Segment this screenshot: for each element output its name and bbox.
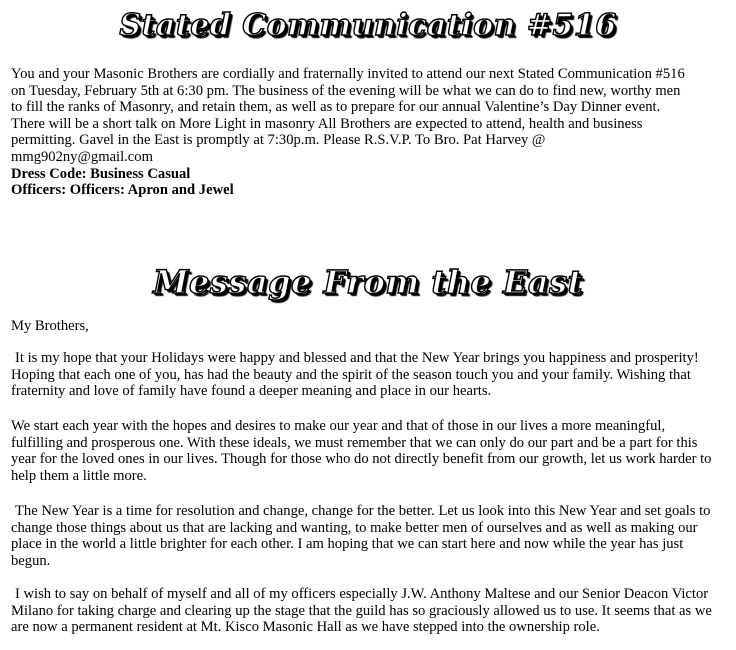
paragraph-line: year for the loved ones in our lives. Though for those who do not directly benefit from our growth, let us work harder to xyxy=(11,451,712,468)
email-address: mmg902ny@gmail.com xyxy=(11,148,153,165)
paragraph-line: Hoping that each one of you, has had the beauty and the spirit of the season touch you and your family. Wishing that xyxy=(11,366,691,383)
message-from-east-heading: Message From the East xyxy=(153,263,583,301)
message-paragraph-2 xyxy=(11,418,727,484)
invitation-line: You and your Masonic Brothers are cordially and fraternally invited to attend our next Stated Communication #516 xyxy=(11,66,685,82)
paragraph-line: We start each year with the hopes and desires to make our year and that of those in our lives a more meaningful, xyxy=(11,418,666,434)
paragraph-line: change those things about us that are lacking and wanting, to make better men of ourselves and as well as making our xyxy=(11,519,698,536)
paragraph-line: help them a little more. xyxy=(11,467,147,484)
paragraph-line: fulfilling and prosperous one. With these ideals, we must remember that we can only do our part and be a part for this xyxy=(11,434,698,451)
stated-communication-heading: Stated Communication #516 xyxy=(119,8,617,43)
salutation-text: My Brothers, xyxy=(11,318,89,334)
officers-attire: Officers: Officers: Apron and Jewel xyxy=(11,182,234,199)
invitation-line: on Tuesday, February 5th at 6:30 pm. The business of the evening will be what we can do to find new, worthy men xyxy=(11,82,681,99)
message-paragraph-1 xyxy=(11,350,727,400)
salutation xyxy=(11,318,727,335)
paragraph-line: I wish to say on behalf of myself and all of my officers especially J.W. Anthony Maltese and our Senior Deacon Victor xyxy=(15,586,709,602)
paragraph-line: fraternity and love of family have found a deeper meaning and place in our hearts. xyxy=(11,383,492,400)
paragraph-line: place in the world a little brighter for each other. I am hoping that we can start here and now while the year has just xyxy=(11,536,684,553)
paragraph-line: It is my hope that your Holidays were happy and blessed and that the New Year brings you happiness and prosperity! xyxy=(15,350,699,366)
dress-code: Dress Code: Business Casual xyxy=(11,165,191,182)
invitation-text xyxy=(11,66,727,199)
paragraph-line: begun. xyxy=(11,552,51,569)
paragraph-line: Milano for taking charge and clearing up the stage that the guild has so graciously allowed us to use. It seems that as we xyxy=(11,602,712,619)
invitation-line: to fill the ranks of Masonry, and retain them, as well as to prepare for our annual Valentine’s Day Dinner event. xyxy=(11,99,661,116)
message-paragraph-3 xyxy=(11,503,727,569)
paragraph-line: The New Year is a time for resolution and change, change for the better. Let us look into this New Year and set goals to xyxy=(15,503,711,519)
invitation-line: permitting. Gavel in the East is promptly at 7:30p.m. Please R.S.V.P. To Bro. Pat Harvey @ xyxy=(11,132,546,149)
paragraph-line: are now a permanent resident at Mt. Kisco Masonic Hall as we have stepped into the ownership role. xyxy=(11,619,600,636)
invitation-line: There will be a short talk on More Light in masonry All Brothers are expected to attend, health and business xyxy=(11,115,643,132)
message-paragraph-4 xyxy=(11,586,727,636)
